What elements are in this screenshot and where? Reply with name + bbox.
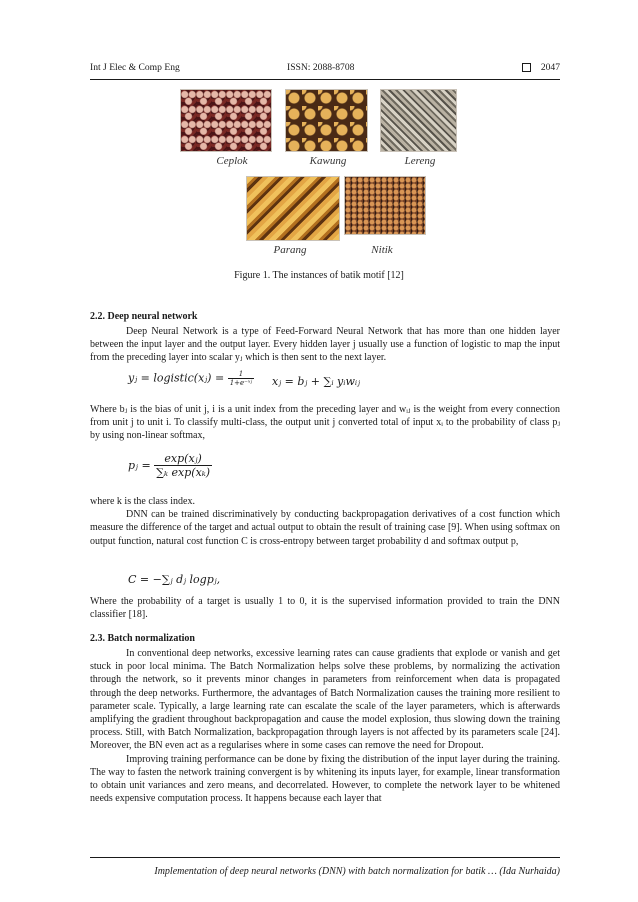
paragraph-text: Improving training performance can be done by fixing the distribution of the input layer during the training. The way to fasten the network training convergent is by whitening its inputs layer, for example, linear transformation to obtain unit variances and zero means, and decorrelated. However, to complete the network layer to be whitened needs expensive computation process. It happens because each layer that [90,753,560,805]
paragraph-text: Where bⱼ is the bias of unit j, i is a unit index from the preceding layer and wᵢⱼ is the weight from every connection from unit j to unit i. To classify multi-class, the output unit j converted total of input xᵢ to the probability of class pⱼ by using non-linear softmax, [90,404,560,442]
issn: ISSN: 2088-8708 [287,62,355,73]
kawung-image [285,89,368,152]
motif-label: Ceplok [216,155,248,167]
page-header [90,62,560,76]
ceplok-image [180,89,272,152]
paragraph-text: Where the probability of a target is usually 1 to 0, it is the supervised information provided to train the DNN classifier [18]. [90,596,560,621]
fraction-denominator: 1+e⁻ˣʲ [229,379,253,387]
footer-rule [90,857,560,858]
equation-fraction [228,370,255,387]
parang-image [246,176,340,241]
paragraph [90,595,560,621]
figure-caption: Figure 1. The instances of batik motif [12] [234,270,404,281]
motif-label: Nitik [371,244,393,256]
section-heading-deep-neural-network: 2.2. Deep neural network [90,311,198,322]
equation-logistic-left: yⱼ = logistic(xⱼ) = [128,371,225,385]
header-rule [90,79,560,80]
fraction-numerator: 1 [238,370,244,378]
equation-logistic [128,370,254,387]
nitik-image [344,176,426,235]
motif-label: Kawung [309,155,347,167]
page-number: 2047 [540,62,560,73]
paragraph [90,495,560,548]
motif-label: Lereng [404,155,436,167]
journal-name: Int J Elec & Comp Eng [90,62,180,73]
paragraph [90,403,560,443]
motif-label: Parang [273,244,307,256]
equation-cross-entropy: C = −∑ⱼ dⱼ logpⱼ, [128,573,221,586]
paragraph-text: Deep Neural Network is a type of Feed-Forward Neural Network that has more than one hidden layer between the input layer and the output layer. Every hidden layer j usually use a function of logistic to map the input from the preceding layer into scalar yⱼ which is then sent to the next layer. [90,326,560,364]
paragraph [90,647,560,805]
section-heading-batch-normalization: 2.3. Batch normalization [90,633,195,644]
checkbox-square-icon [522,63,531,72]
equation-softmax [128,452,212,479]
running-title: Implementation of deep neural networks (DNN) with batch normalization for batik … (Ida Nurhaida) [154,866,560,877]
paragraph [90,325,560,365]
paragraph-text: where k is the class index. [90,496,195,507]
fraction-numerator: exp(xⱼ) [164,452,202,465]
equation-softmax-left: pⱼ = [128,459,151,472]
equation-fraction [154,452,212,479]
fraction-denominator: ∑ₖ exp(xₖ) [156,466,211,479]
page-number-group [522,62,560,73]
paragraph-text: DNN can be trained discriminatively by conducting backpropagation derivatives of a cost function which measure the difference of the target and actual output to obtain the result of training case [9]. When using softmax on output function, natural cost function C is cross-entropy between target probability d and softmax output p, [90,509,560,547]
paragraph-text: In conventional deep networks, excessive learning rates can cause gradients that explode or vanish and get stuck in poor local minima. The Batch Normalization helps solve these problems, by normalizing the activation through the network, so it prevents minor changes in parameters from reinforcement when data is propagated through the deep networks. Furthermore, the advantages of Batch Normalization causes the training more resilient to parameter scale. Typically, a large learning rate can escalate the scale of the layer parameters, which is afterwards amplifying the gradient throughout backpropagation and cause the model explosion, thus slowing down the training process. Still, with Batch Normalization, backpropagation through layers is not affected by its parameters scale [24]. Moreover, the BN even act as a regularises where in some cases can remove the need for Dropout. [90,648,560,752]
equation-input-sum: xⱼ = bⱼ + ∑ᵢ yᵢwᵢⱼ [272,375,360,388]
lereng-image [380,89,457,152]
